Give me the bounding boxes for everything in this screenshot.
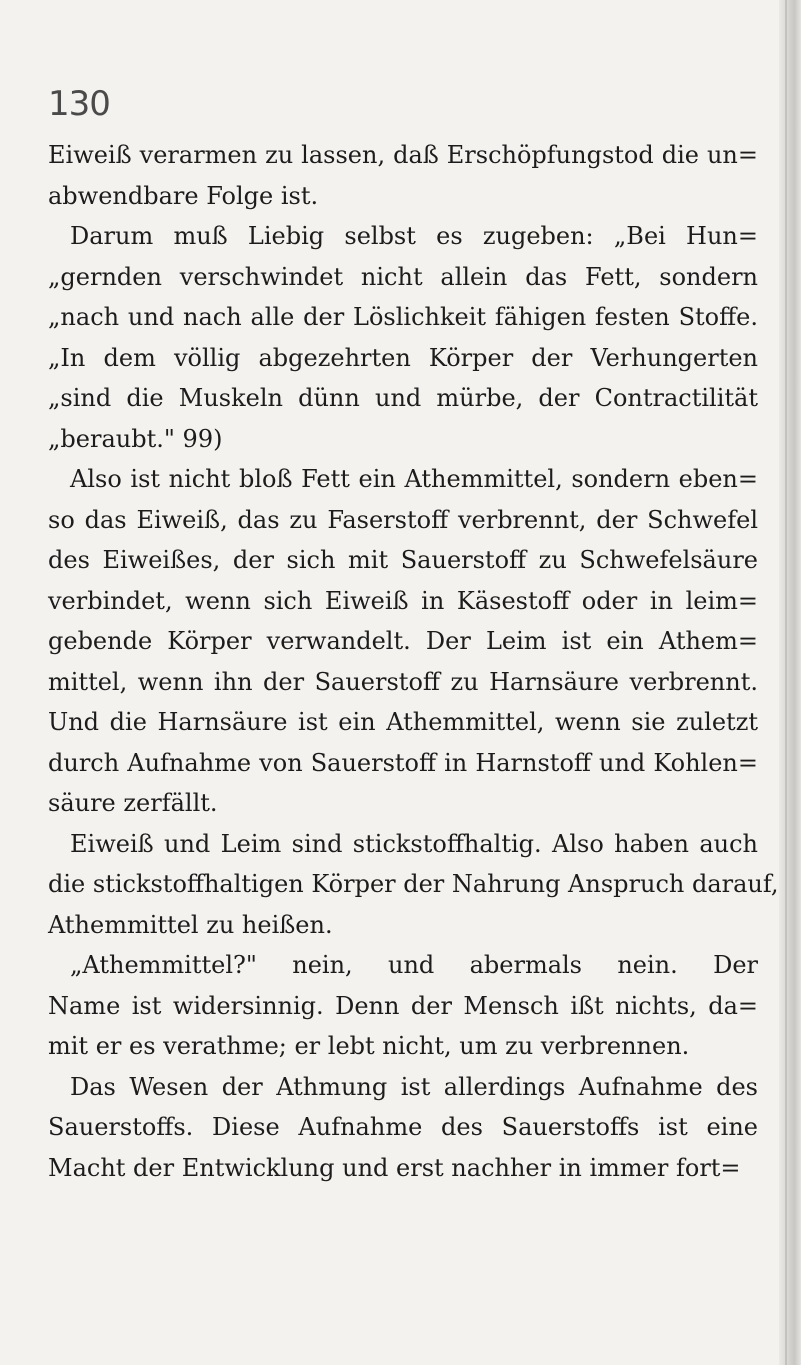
paragraph [48, 1067, 758, 1189]
text-line: Also ist nicht bloß Fett ein Athemmittel, sondern eben= [70, 465, 758, 493]
page-edge [779, 0, 801, 1365]
text-line: Eiweiß verarmen zu lassen, daß Erschöpfungstod die un= [48, 141, 758, 169]
text-line: mit er es verathme; er lebt nicht, um zu verbrennen. [48, 1032, 690, 1060]
text-line: „sind die Muskeln dünn und mürbe, der Contractilität [48, 384, 758, 412]
text-line: „Athemmittel?" nein, und abermals nein. Der [70, 951, 758, 979]
text-line: durch Aufnahme von Sauerstoff in Harnstoff und Kohlen= [48, 748, 758, 777]
text-line: Name ist widersinnig. Denn der Mensch ißt nichts, da= [48, 991, 758, 1020]
text-line: Das Wesen der Athmung ist allerdings Aufnahme des [70, 1072, 758, 1101]
text-line: „nach und nach alle der Löslichkeit fähigen festen Stoffe. [48, 303, 758, 331]
text-line: verbindet, wenn sich Eiweiß in Käsestoff oder in leim= [48, 586, 758, 615]
paragraph [48, 216, 758, 459]
text-line: die stickstoffhaltigen Körper der Nahrung Anspruch darauf, [48, 870, 779, 898]
text-line: „gernden verschwindet nicht allein das Fett, sondern [48, 262, 758, 291]
text-line: Eiweiß und Leim sind stickstoffhaltig. Also haben auch [70, 829, 758, 858]
text-line: Sauerstoffs. Diese Aufnahme des Sauerstoffs ist eine [48, 1113, 758, 1141]
paragraph [48, 135, 758, 216]
text-line: Darum muß Liebig selbst es zugeben: „Bei Hun= [70, 222, 758, 250]
text-line: abwendbare Folge ist. [48, 181, 319, 210]
paragraph [48, 945, 758, 1067]
text-line: Macht der Entwicklung und erst nachher in immer fort= [48, 1153, 741, 1182]
text-line: gebende Körper verwandelt. Der Leim ist ein Athem= [48, 627, 758, 655]
text-line: „In dem völlig abgezehrten Körper der Verhungerten [48, 343, 758, 372]
text-line: Und die Harnsäure ist ein Athemmittel, wenn sie zuletzt [48, 708, 758, 736]
text-line: so das Eiweiß, das zu Faserstoff verbrennt, der Schwefel [48, 505, 758, 534]
page-number: 130 [48, 84, 110, 124]
paragraph [48, 459, 758, 824]
text-line: des Eiweißes, der sich mit Sauerstoff zu Schwefelsäure [48, 546, 758, 574]
text-line: säure zerfällt. [48, 789, 218, 817]
body-text [48, 135, 779, 1188]
text-line: mittel, wenn ihn der Sauerstoff zu Harnsäure verbrennt. [48, 667, 758, 696]
paragraph [48, 824, 779, 946]
text-line: „beraubt." 99) [48, 424, 223, 453]
text-line: Athemmittel zu heißen. [48, 910, 333, 939]
